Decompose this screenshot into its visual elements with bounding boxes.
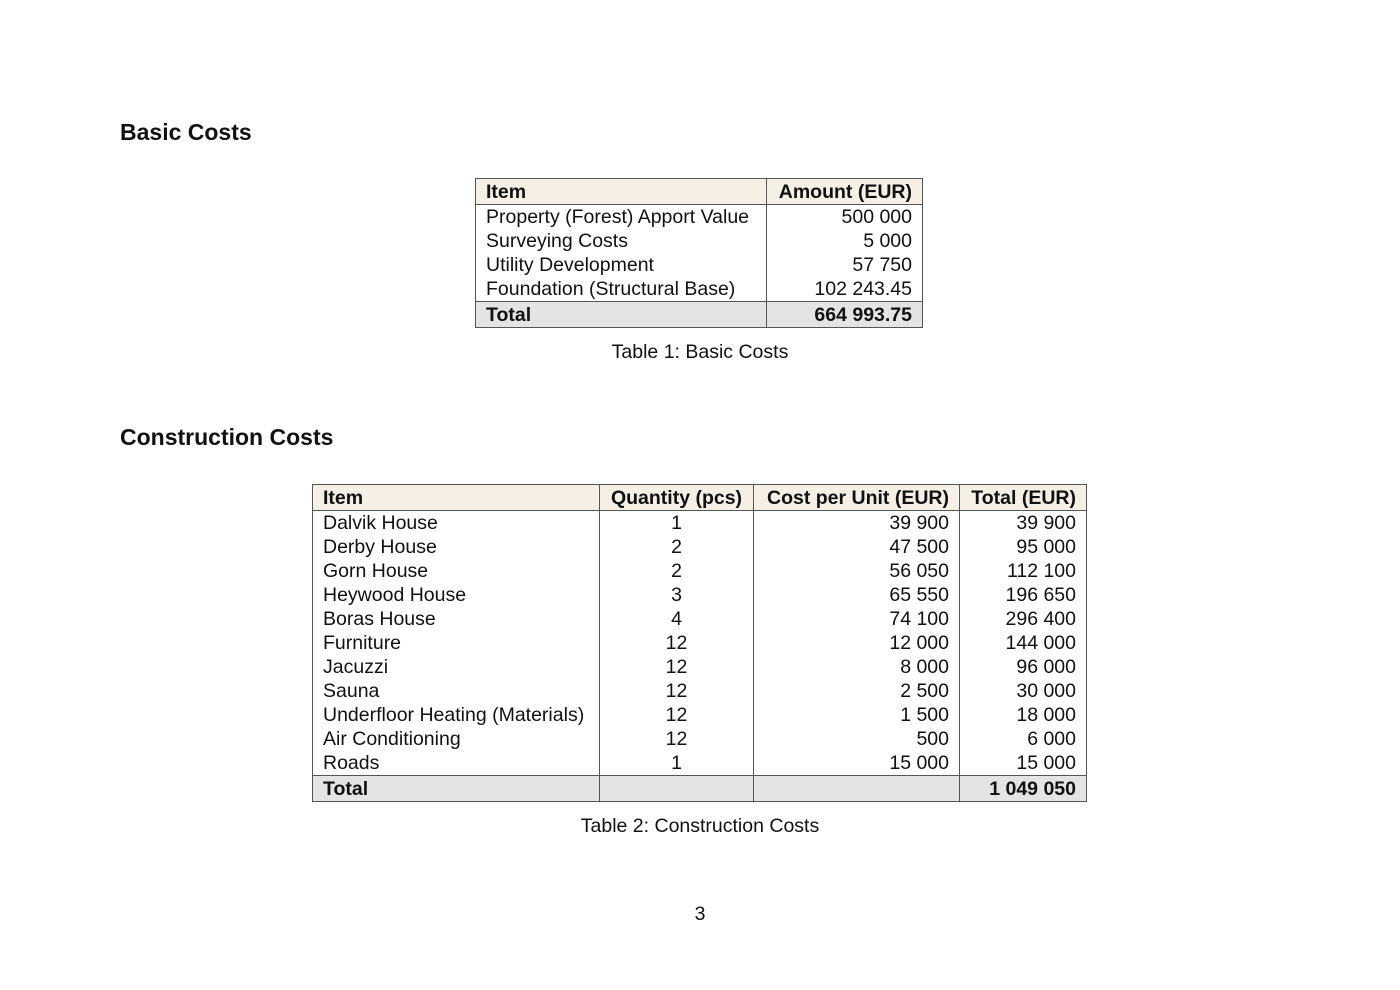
cell-item: Foundation (Structural Base) — [476, 277, 767, 302]
page-number: 3 — [694, 903, 706, 925]
total-label: Total — [476, 302, 767, 328]
column-header-item: Item — [313, 485, 600, 511]
column-header-cost-per-unit: Cost per Unit (EUR) — [754, 485, 960, 511]
cell-item: Boras House — [313, 607, 600, 631]
cell-amount: 102 243.45 — [767, 277, 923, 302]
table-row — [313, 583, 1087, 607]
cell-quantity: 2 — [600, 559, 754, 583]
cell-quantity: 12 — [600, 679, 754, 703]
table-row — [476, 253, 923, 277]
cell-total: 6 000 — [960, 727, 1087, 751]
table-row — [313, 631, 1087, 655]
total-label: Total — [313, 776, 600, 802]
column-header-item: Item — [476, 179, 767, 205]
cell-item: Gorn House — [313, 559, 600, 583]
total-quantity — [600, 776, 754, 802]
table-row — [476, 229, 923, 253]
cell-cost-per-unit: 65 550 — [754, 583, 960, 607]
cell-cost-per-unit: 2 500 — [754, 679, 960, 703]
cell-quantity: 2 — [600, 535, 754, 559]
section-heading-construction-costs: Construction Costs — [120, 424, 334, 450]
table-row — [313, 703, 1087, 727]
table-row — [313, 559, 1087, 583]
table-row — [476, 277, 923, 302]
cell-item: Furniture — [313, 631, 600, 655]
construction-costs-table — [312, 484, 1087, 802]
cell-item: Heywood House — [313, 583, 600, 607]
cell-item: Jacuzzi — [313, 655, 600, 679]
cell-quantity: 4 — [600, 607, 754, 631]
table-row — [313, 535, 1087, 559]
cell-quantity: 1 — [600, 511, 754, 536]
cell-item: Roads — [313, 751, 600, 776]
basic-costs-table — [475, 178, 923, 328]
cell-total: 96 000 — [960, 655, 1087, 679]
cell-item: Dalvik House — [313, 511, 600, 536]
cell-item: Utility Development — [476, 253, 767, 277]
cell-quantity: 12 — [600, 727, 754, 751]
column-header-amount: Amount (EUR) — [767, 179, 923, 205]
cell-quantity: 12 — [600, 703, 754, 727]
cell-item: Property (Forest) Apport Value — [476, 205, 767, 230]
cell-total: 15 000 — [960, 751, 1087, 776]
table-header-row — [476, 179, 923, 205]
cell-cost-per-unit: 74 100 — [754, 607, 960, 631]
column-header-quantity: Quantity (pcs) — [600, 485, 754, 511]
table-header-row — [313, 485, 1087, 511]
cell-quantity: 12 — [600, 631, 754, 655]
cell-cost-per-unit: 47 500 — [754, 535, 960, 559]
column-header-total: Total (EUR) — [960, 485, 1087, 511]
cell-cost-per-unit: 500 — [754, 727, 960, 751]
cell-item: Surveying Costs — [476, 229, 767, 253]
cell-cost-per-unit: 39 900 — [754, 511, 960, 536]
total-row — [313, 776, 1087, 802]
cell-amount: 500 000 — [767, 205, 923, 230]
table-row — [313, 679, 1087, 703]
cell-item: Derby House — [313, 535, 600, 559]
total-row — [476, 302, 923, 328]
cell-item: Sauna — [313, 679, 600, 703]
cell-cost-per-unit: 8 000 — [754, 655, 960, 679]
cell-amount: 57 750 — [767, 253, 923, 277]
cell-item: Underfloor Heating (Materials) — [313, 703, 600, 727]
table-row — [313, 607, 1087, 631]
cell-total: 95 000 — [960, 535, 1087, 559]
table-row — [313, 511, 1087, 536]
cell-cost-per-unit: 56 050 — [754, 559, 960, 583]
cell-quantity: 3 — [600, 583, 754, 607]
section-heading-basic-costs: Basic Costs — [120, 119, 252, 145]
cell-quantity: 1 — [600, 751, 754, 776]
cell-cost-per-unit: 15 000 — [754, 751, 960, 776]
total-amount: 1 049 050 — [960, 776, 1087, 802]
cell-total: 39 900 — [960, 511, 1087, 536]
cell-total: 30 000 — [960, 679, 1087, 703]
cell-total: 18 000 — [960, 703, 1087, 727]
cell-total: 144 000 — [960, 631, 1087, 655]
cell-cost-per-unit: 1 500 — [754, 703, 960, 727]
cell-total: 296 400 — [960, 607, 1087, 631]
total-cost-per-unit — [754, 776, 960, 802]
cell-cost-per-unit: 12 000 — [754, 631, 960, 655]
table-row — [313, 727, 1087, 751]
cell-item: Air Conditioning — [313, 727, 600, 751]
total-amount: 664 993.75 — [767, 302, 923, 328]
table-row — [476, 205, 923, 230]
cell-total: 112 100 — [960, 559, 1087, 583]
cell-total: 196 650 — [960, 583, 1087, 607]
table-row — [313, 751, 1087, 776]
cell-quantity: 12 — [600, 655, 754, 679]
table-row — [313, 655, 1087, 679]
table-caption-construction-costs: Table 2: Construction Costs — [580, 815, 820, 837]
table-caption-basic-costs: Table 1: Basic Costs — [611, 341, 789, 363]
cell-amount: 5 000 — [767, 229, 923, 253]
